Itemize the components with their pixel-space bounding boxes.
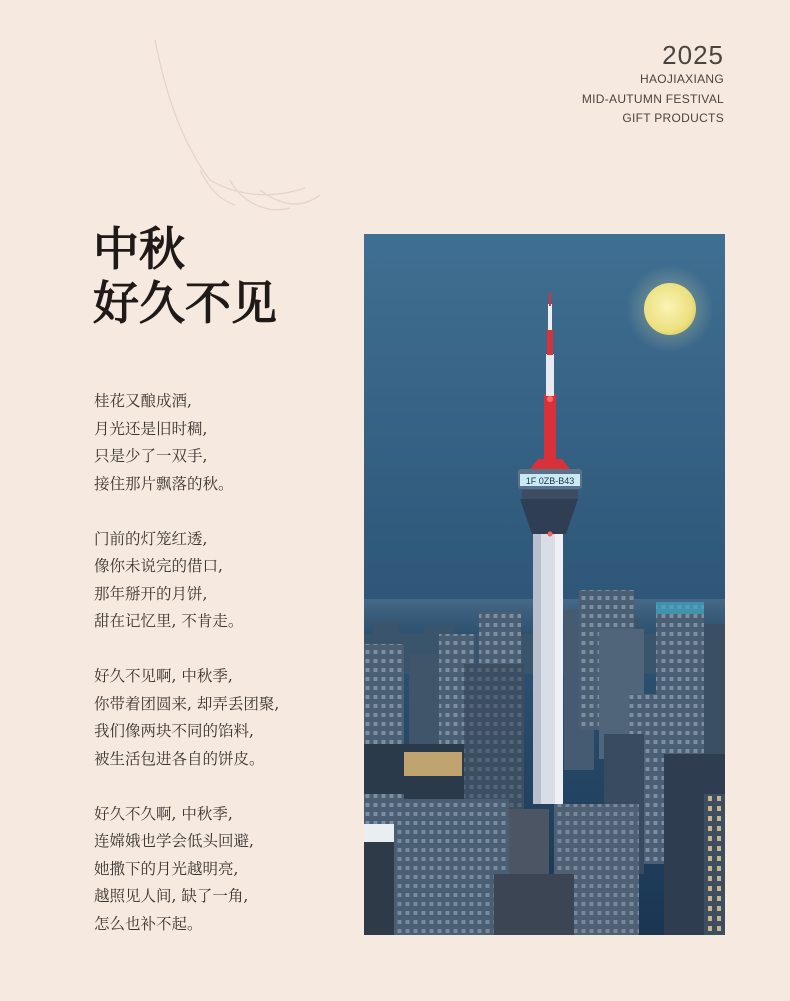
poem-line: 桂花又酿成酒, bbox=[94, 392, 192, 410]
poem-stanza bbox=[94, 663, 344, 773]
poem-line: 那年掰开的月饼, bbox=[94, 584, 208, 603]
osmanthus-sketch-decoration bbox=[140, 30, 340, 230]
moon bbox=[644, 283, 696, 335]
poem-line: 越照见人间, 缺了一角, bbox=[94, 887, 249, 905]
poem-line: 她撒下的月光越明亮, bbox=[94, 859, 239, 878]
gift-products-label: GIFT PRODUCTS bbox=[622, 111, 724, 125]
city-night-photo bbox=[364, 234, 725, 935]
festival-label: MID-AUTUMN FESTIVAL bbox=[581, 91, 724, 106]
poem-line: 只是少了一双手, bbox=[94, 447, 208, 465]
header-block bbox=[582, 40, 724, 129]
poem-line: 像你未说完的借口, bbox=[94, 557, 223, 575]
poem-stanza bbox=[94, 388, 344, 498]
tower-sign-text: 1F 0ZB-B43 bbox=[525, 476, 575, 486]
poem-line: 连嫦娥也学会低头回避, bbox=[94, 832, 254, 850]
year-label: 2025 bbox=[662, 40, 724, 70]
page-title bbox=[93, 222, 277, 330]
poem-stanza bbox=[94, 801, 344, 939]
poem-line: 好久不见啊, 中秋季, bbox=[94, 667, 233, 685]
poem-line: 怎么也补不起。 bbox=[94, 914, 203, 933]
poem-stanza bbox=[94, 526, 344, 636]
poem-line: 你带着团圆来, 却弄丢团聚, bbox=[94, 694, 280, 713]
title-line-1: 中秋 bbox=[93, 222, 185, 276]
title-line-2: 好久不见 bbox=[93, 276, 277, 330]
poem-line: 甜在记忆里, 不肯走。 bbox=[94, 612, 244, 630]
poem-line: 接住那片飘落的秋。 bbox=[94, 474, 234, 493]
foreground-buildings bbox=[364, 799, 639, 935]
poem-line: 好久不久啊, 中秋季, bbox=[94, 804, 233, 823]
poem bbox=[94, 388, 344, 966]
brand-label: HAOJIAXIANG bbox=[640, 72, 724, 86]
poem-line: 被生活包进各自的饼皮。 bbox=[94, 749, 265, 768]
poem-line: 我们像两块不同的馅料, bbox=[94, 722, 254, 740]
poem-line: 月光还是旧时稠, bbox=[94, 419, 208, 438]
poem-line: 门前的灯笼红透, bbox=[94, 529, 208, 548]
